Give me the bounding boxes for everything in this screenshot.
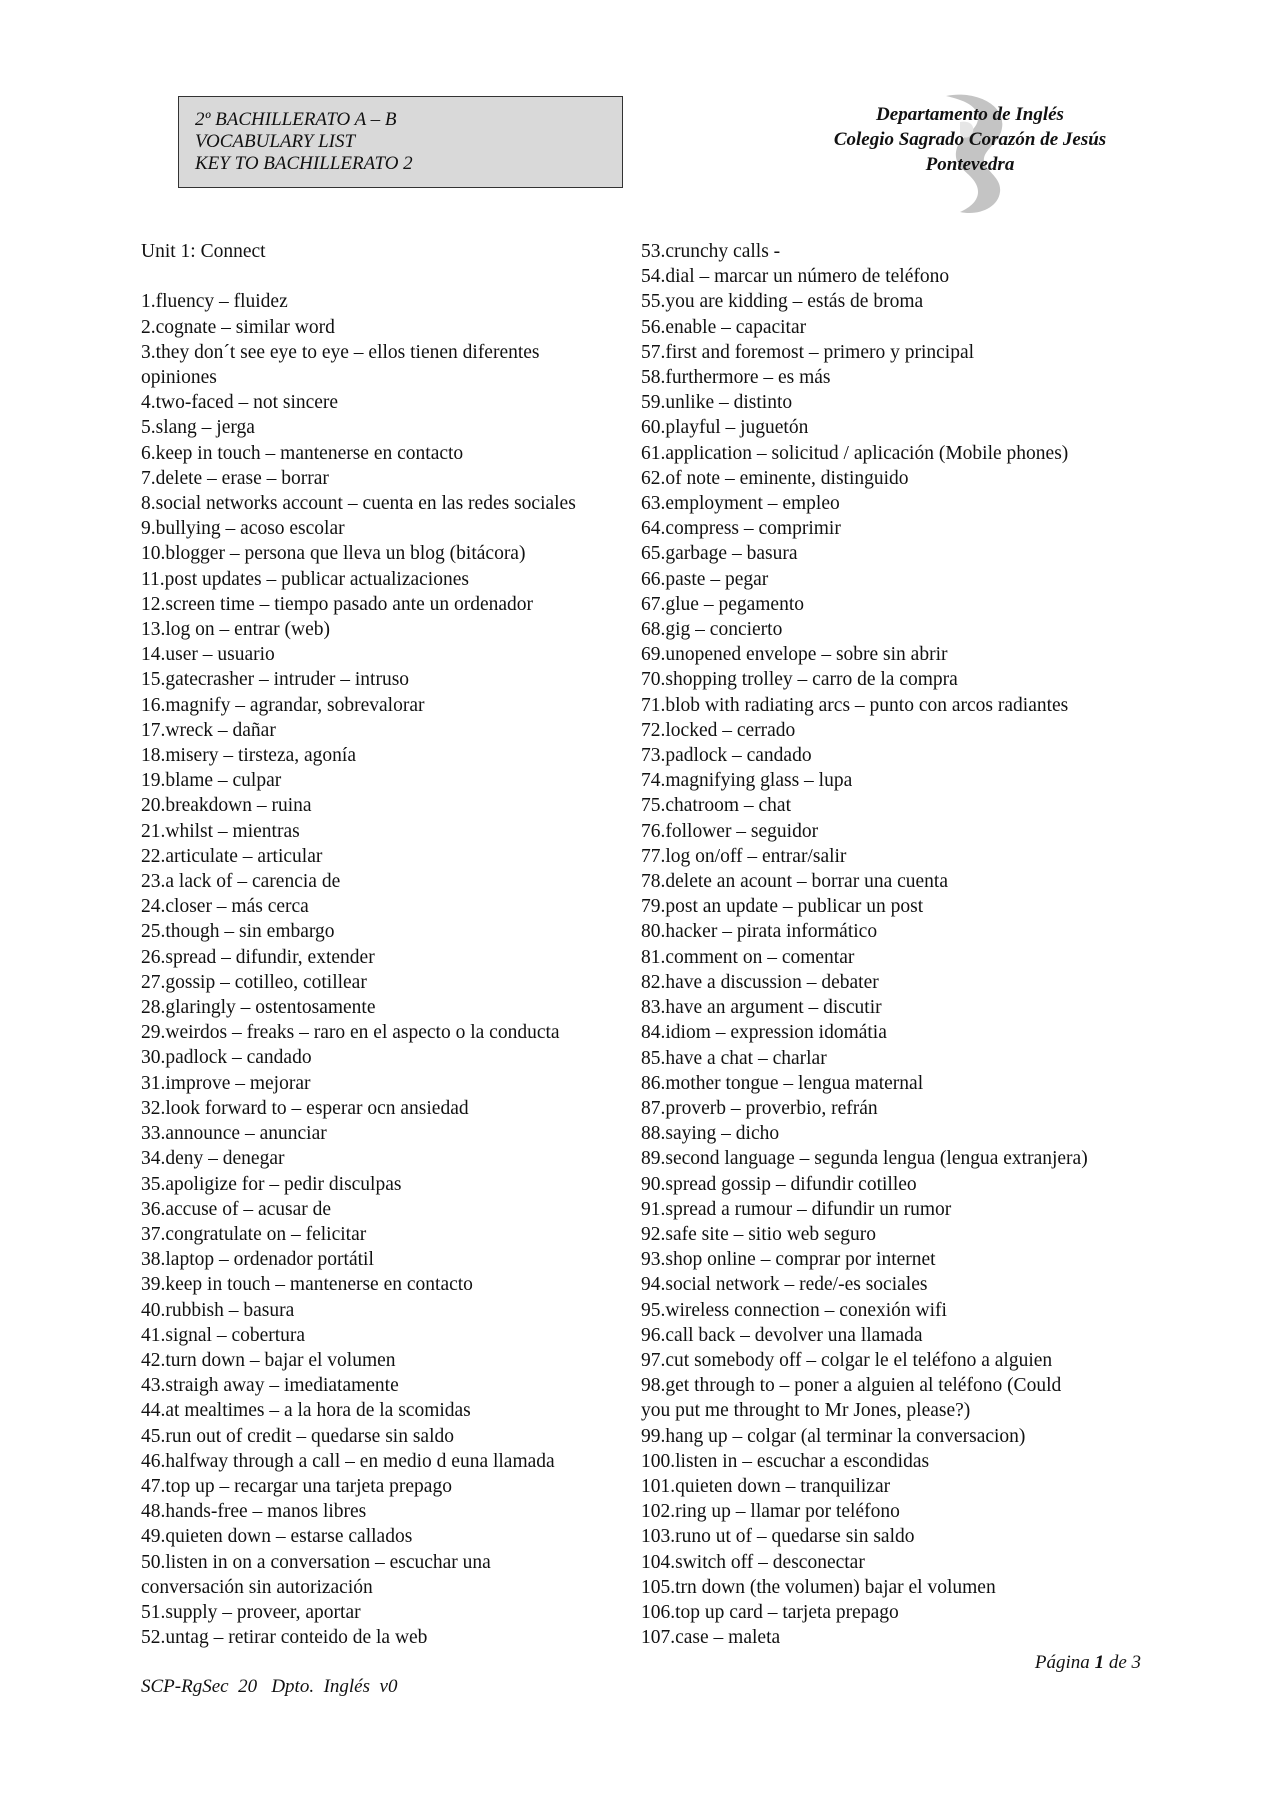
vocabulary-entry: 3.they don´t see eye to eye – ellos tienen diferentes bbox=[141, 341, 540, 363]
vocabulary-entry: 59.unlike – distinto bbox=[641, 392, 793, 414]
vocabulary-entry: 36.accuse of – acusar de bbox=[141, 1198, 332, 1220]
vocabulary-entry: 98.get through to – poner a alguien al teléfono (Could bbox=[641, 1375, 1062, 1397]
vocabulary-entry: 106.top up card – tarjeta prepago bbox=[641, 1601, 899, 1623]
vocabulary-entry: 75.chatroom – chat bbox=[641, 795, 791, 817]
vocabulary-entry: conversación sin autorización bbox=[141, 1576, 373, 1598]
vocabulary-entry: 46.halfway through a call – en medio d euna llamada bbox=[141, 1450, 555, 1472]
vocabulary-entry: 14.user – usuario bbox=[141, 644, 275, 666]
vocabulary-entry: 107.case – maleta bbox=[641, 1627, 781, 1649]
unit-title: Unit 1: Connect bbox=[141, 241, 266, 262]
vocabulary-entry: 67.glue – pegamento bbox=[641, 593, 804, 615]
vocabulary-entry: 26.spread – difundir, extender bbox=[141, 946, 375, 968]
vocabulary-entry: 91.spread a rumour – difundir un rumor bbox=[641, 1198, 952, 1220]
vocabulary-entry: 25.though – sin embargo bbox=[141, 921, 335, 943]
vocabulary-entry: 28.glaringly – ostentosamente bbox=[141, 997, 376, 1019]
vocabulary-entry: 11.post updates – publicar actualizaciones bbox=[141, 568, 469, 590]
vocabulary-entry: 88.saying – dicho bbox=[641, 1123, 780, 1145]
vocabulary-entry: 105.trn down (the volumen) bajar el volumen bbox=[641, 1576, 996, 1598]
vocabulary-entry: 52.untag – retirar conteido de la web bbox=[141, 1627, 428, 1649]
vocabulary-entry: 58.furthermore – es más bbox=[641, 367, 831, 389]
vocabulary-entry: 15.gatecrasher – intruder – intruso bbox=[141, 669, 410, 691]
page-separator: de bbox=[1104, 1652, 1132, 1673]
document-code: SCP-RgSec 20 Dpto. Inglés v0 bbox=[141, 1676, 398, 1697]
vocabulary-entry: 44.at mealtimes – a la hora de la scomidas bbox=[141, 1400, 471, 1422]
vocabulary-entry: 97.cut somebody off – colgar le el teléfono a alguien bbox=[641, 1349, 1053, 1371]
vocabulary-entry: 83.have an argument – discutir bbox=[641, 997, 882, 1019]
vocabulary-entry: opiniones bbox=[141, 367, 217, 388]
department-header bbox=[760, 90, 1180, 220]
vocabulary-list-left bbox=[141, 289, 631, 1650]
vocabulary-entry: 13.log on – entrar (web) bbox=[141, 619, 330, 641]
vocabulary-entry: 42.turn down – bajar el volumen bbox=[141, 1349, 396, 1371]
header-list-line: VOCABULARY LIST bbox=[195, 131, 356, 152]
vocabulary-entry: 68.gig – concierto bbox=[641, 619, 783, 641]
vocabulary-entry: 12.screen time – tiempo pasado ante un ordenador bbox=[141, 593, 534, 615]
vocabulary-entry: 39.keep in touch – mantenerse en contacto bbox=[141, 1274, 473, 1296]
vocabulary-column-left bbox=[141, 239, 631, 1650]
vocabulary-entry: 48.hands-free – manos libres bbox=[141, 1501, 367, 1523]
vocabulary-entry: 69.unopened envelope – sobre sin abrir bbox=[641, 644, 948, 666]
vocabulary-entry: 66.paste – pegar bbox=[641, 568, 769, 590]
vocabulary-entry: 93.shop online – comprar por internet bbox=[641, 1249, 936, 1271]
vocabulary-entry: 64.compress – comprimir bbox=[641, 518, 841, 540]
vocabulary-entry: 72.locked – cerrado bbox=[641, 719, 796, 741]
vocabulary-entry: 65.garbage – basura bbox=[641, 543, 798, 565]
vocabulary-entry: 31.improve – mejorar bbox=[141, 1072, 311, 1094]
header-book-line: KEY TO BACHILLERATO 2 bbox=[195, 153, 413, 174]
vocabulary-entry: 40.rubbish – basura bbox=[141, 1299, 295, 1321]
vocabulary-entry: 32.look forward to – esperar ocn ansiedad bbox=[141, 1097, 469, 1119]
vocabulary-list-right bbox=[641, 239, 1161, 1650]
page-prefix: Página bbox=[1034, 1652, 1095, 1673]
vocabulary-entry: 73.padlock – candado bbox=[641, 745, 812, 767]
vocabulary-entry: 56.enable – capacitar bbox=[641, 316, 807, 338]
vocabulary-entry: 35.apoligize for – pedir disculpas bbox=[141, 1173, 402, 1195]
vocabulary-entry: 101.quieten down – tranquilizar bbox=[641, 1475, 891, 1497]
vocabulary-entry: 27.gossip – cotilleo, cotillear bbox=[141, 971, 367, 993]
vocabulary-entry: 4.two-faced – not sincere bbox=[141, 392, 339, 414]
vocabulary-entry: 38.laptop – ordenador portátil bbox=[141, 1249, 374, 1271]
vocabulary-entry: 23.a lack of – carencia de bbox=[141, 871, 341, 893]
vocabulary-entry: 24.closer – más cerca bbox=[141, 896, 309, 918]
vocabulary-entry: 30.padlock – candado bbox=[141, 1047, 312, 1069]
vocabulary-entry: 82.have a discussion – debater bbox=[641, 971, 879, 993]
vocabulary-entry: 76.follower – seguidor bbox=[641, 820, 819, 842]
page-current: 1 bbox=[1094, 1652, 1105, 1673]
vocabulary-entry: 55.you are kidding – estás de broma bbox=[641, 291, 924, 313]
vocabulary-entry: 60.playful – juguetón bbox=[641, 417, 809, 439]
vocabulary-entry: 79.post an update – publicar un post bbox=[641, 896, 924, 918]
vocabulary-entry: 8.social networks account – cuenta en las redes sociales bbox=[141, 493, 576, 515]
vocabulary-entry: 104.switch off – desconectar bbox=[641, 1551, 865, 1573]
vocabulary-entry: 10.blogger – persona que lleva un blog (bitácora) bbox=[141, 543, 526, 565]
school-city: Pontevedra bbox=[925, 154, 1015, 175]
page-number bbox=[1035, 1652, 1141, 1674]
vocabulary-entry: 18.misery – tirsteza, agonía bbox=[141, 745, 356, 767]
vocabulary-entry: 37.congratulate on – felicitar bbox=[141, 1223, 367, 1245]
department-name: Departamento de Inglés bbox=[876, 104, 1064, 125]
vocabulary-entry: 77.log on/off – entrar/salir bbox=[641, 845, 847, 867]
vocabulary-entry: 9.bullying – acoso escolar bbox=[141, 518, 345, 540]
vocabulary-entry: 5.slang – jerga bbox=[141, 417, 255, 439]
vocabulary-entry: you put me throught to Mr Jones, please?) bbox=[641, 1400, 971, 1422]
vocabulary-entry: 6.keep in touch – mantenerse en contacto bbox=[141, 442, 464, 464]
vocabulary-entry: 63.employment – empleo bbox=[641, 493, 840, 515]
vocabulary-entry: 86.mother tongue – lengua maternal bbox=[641, 1072, 924, 1094]
vocabulary-entry: 102.ring up – llamar por teléfono bbox=[641, 1501, 900, 1523]
school-name: Colegio Sagrado Corazón de Jesús bbox=[833, 129, 1107, 150]
header-title-box bbox=[178, 96, 623, 188]
vocabulary-entry: 87.proverb – proverbio, refrán bbox=[641, 1097, 878, 1119]
vocabulary-entry: 100.listen in – escuchar a escondidas bbox=[641, 1450, 930, 1472]
vocabulary-entry: 57.first and foremost – primero y principal bbox=[641, 341, 975, 363]
vocabulary-entry: 62.of note – eminente, distinguido bbox=[641, 467, 909, 489]
vocabulary-entry: 84.idiom – expression idomátia bbox=[641, 1022, 887, 1044]
vocabulary-entry: 47.top up – recargar una tarjeta prepago bbox=[141, 1475, 452, 1497]
vocabulary-entry: 103.runo ut of – quedarse sin saldo bbox=[641, 1526, 915, 1548]
vocabulary-entry: 22.articulate – articular bbox=[141, 845, 323, 867]
vocabulary-entry: 16.magnify – agrandar, sobrevalorar bbox=[141, 694, 425, 716]
header-course-line: 2º BACHILLERATO A – B bbox=[195, 109, 397, 130]
vocabulary-entry: 99.hang up – colgar (al terminar la conversacion) bbox=[641, 1425, 1026, 1447]
vocabulary-entry: 19.blame – culpar bbox=[141, 770, 282, 792]
vocabulary-entry: 96.call back – devolver una llamada bbox=[641, 1324, 923, 1346]
vocabulary-entry: 34.deny – denegar bbox=[141, 1148, 285, 1170]
vocabulary-entry: 61.application – solicitud / aplicación (Mobile phones) bbox=[641, 442, 1069, 464]
vocabulary-entry: 50.listen in on a conversation – escuchar una bbox=[141, 1551, 491, 1573]
vocabulary-entry: 21.whilst – mientras bbox=[141, 820, 300, 842]
vocabulary-entry: 80.hacker – pirata informático bbox=[641, 921, 878, 943]
vocabulary-entry: 78.delete an acount – borrar una cuenta bbox=[641, 871, 948, 893]
vocabulary-entry: 81.comment on – comentar bbox=[641, 946, 855, 968]
vocabulary-entry: 33.announce – anunciar bbox=[141, 1123, 327, 1145]
vocabulary-entry: 49.quieten down – estarse callados bbox=[141, 1526, 413, 1548]
vocabulary-entry: 74.magnifying glass – lupa bbox=[641, 770, 853, 792]
vocabulary-entry: 43.straigh away – imediatamente bbox=[141, 1375, 399, 1397]
vocabulary-entry: 20.breakdown – ruina bbox=[141, 795, 312, 817]
vocabulary-column-right bbox=[641, 239, 1161, 1650]
vocabulary-entry: 95.wireless connection – conexión wifi bbox=[641, 1299, 947, 1321]
vocabulary-entry: 41.signal – cobertura bbox=[141, 1324, 306, 1346]
vocabulary-entry: 53.crunchy calls - bbox=[641, 241, 781, 262]
vocabulary-entry: 17.wreck – dañar bbox=[141, 719, 276, 741]
vocabulary-entry: 51.supply – proveer, aportar bbox=[141, 1601, 361, 1623]
vocabulary-entry: 89.second language – segunda lengua (lengua extranjera) bbox=[641, 1148, 1088, 1170]
vocabulary-entry: 54.dial – marcar un número de teléfono bbox=[641, 266, 950, 288]
vocabulary-entry: 94.social network – rede/-es sociales bbox=[641, 1274, 928, 1296]
vocabulary-entry: 45.run out of credit – quedarse sin saldo bbox=[141, 1425, 455, 1447]
vocabulary-entry: 70.shopping trolley – carro de la compra bbox=[641, 669, 958, 691]
page-total: 3 bbox=[1131, 1652, 1141, 1673]
vocabulary-entry: 29.weirdos – freaks – raro en el aspecto o la conducta bbox=[141, 1022, 560, 1044]
vocabulary-entry: 92.safe site – sitio web seguro bbox=[641, 1223, 877, 1245]
vocabulary-entry: 2.cognate – similar word bbox=[141, 316, 335, 338]
vocabulary-entry: 7.delete – erase – borrar bbox=[141, 467, 329, 489]
vocabulary-entry: 71.blob with radiating arcs – punto con arcos radiantes bbox=[641, 694, 1069, 716]
vocabulary-entry: 90.spread gossip – difundir cotilleo bbox=[641, 1173, 917, 1195]
vocabulary-entry: 85.have a chat – charlar bbox=[641, 1047, 827, 1069]
vocabulary-entry: 1.fluency – fluidez bbox=[141, 291, 288, 313]
